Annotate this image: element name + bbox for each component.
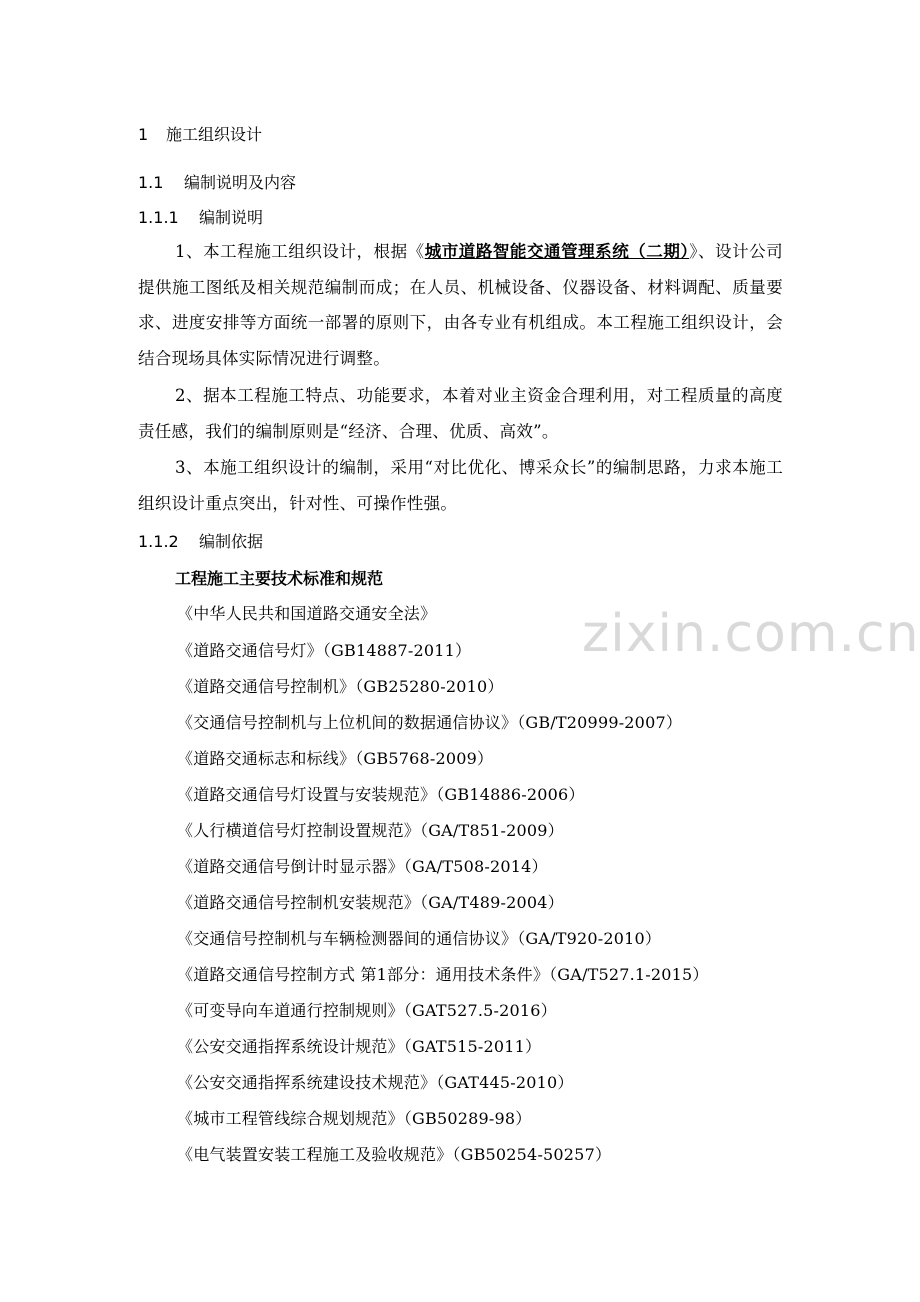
standard-item: 《公安交通指挥系统设计规范》（GAT515-2011） bbox=[177, 1037, 542, 1056]
standard-item: 《道路交通信号倒计时显示器》（GA/T508-2014） bbox=[177, 857, 548, 876]
standard-item: 《道路交通信号灯》（GB14887-2011） bbox=[177, 641, 472, 660]
heading-number: 1.1.2 bbox=[138, 532, 179, 551]
standards-subtitle: 工程施工主要技术标准和规范 bbox=[175, 569, 384, 588]
heading-number: 1.1 bbox=[138, 173, 164, 192]
project-name-link: 城市道路智能交通管理系统（二期） bbox=[424, 242, 690, 261]
standard-item: 《公安交通指挥系统建设技术规范》（GAT445-2010） bbox=[177, 1073, 574, 1092]
standard-item: 《人行横道信号灯控制设置规范》（GA/T851-2009） bbox=[177, 821, 564, 840]
paragraph-1 bbox=[138, 234, 783, 376]
heading-title: 施工组织设计 bbox=[166, 125, 263, 144]
heading-1-1-1 bbox=[138, 205, 263, 228]
standard-item: 《交通信号控制机与上位机间的数据通信协议》（GB/T20999-2007） bbox=[177, 713, 683, 732]
standard-item: 《道路交通信号控制机》（GB25280-2010） bbox=[177, 677, 504, 696]
standard-item: 《电气装置安装工程施工及验收规范》（GB50254-50257） bbox=[177, 1145, 612, 1164]
standard-item: 《中华人民共和国道路交通安全法》 bbox=[177, 604, 437, 623]
standard-item: 《交通信号控制机与车辆检测器间的通信协议》（GA/T920-2010） bbox=[177, 929, 662, 948]
heading-1-1 bbox=[138, 170, 296, 193]
heading-number: 1.1.1 bbox=[138, 208, 179, 227]
heading-title: 编制说明及内容 bbox=[184, 173, 297, 192]
paragraph-3: 3、本施工组织设计的编制，采用“对比优化、博采众长”的编制思路，力求本施工组织设计重点突出，针对性、可操作性强。 bbox=[138, 458, 783, 513]
paragraph-text: 1、本工程施工组织设计，根据《 bbox=[175, 242, 425, 261]
watermark: zixin.com.cn bbox=[582, 604, 920, 664]
standard-item: 《道路交通信号控制方式 第1部分：通用技术条件》（GA/T527.1-2015） bbox=[177, 965, 709, 984]
standard-item: 《道路交通信号控制机安装规范》（GA/T489-2004） bbox=[177, 893, 564, 912]
heading-title: 编制依据 bbox=[199, 532, 264, 551]
paragraph-2: 2、据本工程施工特点、功能要求，本着对业主资金合理利用，对工程质量的高度责任感，我们的编制原则是“经济、合理、优质、高效”。 bbox=[138, 386, 783, 441]
standard-item: 《道路交通信号灯设置与安装规范》（GB14886-2006） bbox=[177, 785, 585, 804]
standard-item: 《可变导向车道通行控制规则》（GAT527.5-2016） bbox=[177, 1001, 557, 1020]
heading-1-1-2 bbox=[138, 529, 263, 552]
paragraph-text: 》、设计公司提供施工图纸及相关规范编制而成；在人员、机械设备、仪器设备、材料调配、质量要求、进度安排等方面统一部署的原则下，由各专业有机组成。本工程施工组织设计，会结合现场具体实际情况进行调整。 bbox=[138, 242, 783, 368]
standard-item: 《道路交通标志和标线》（GB5768-2009） bbox=[177, 749, 494, 768]
heading-1 bbox=[138, 122, 262, 145]
heading-title: 编制说明 bbox=[199, 208, 264, 227]
heading-number: 1 bbox=[138, 125, 149, 144]
standard-item: 《城市工程管线综合规划规范》（GB50289-98） bbox=[177, 1109, 532, 1128]
